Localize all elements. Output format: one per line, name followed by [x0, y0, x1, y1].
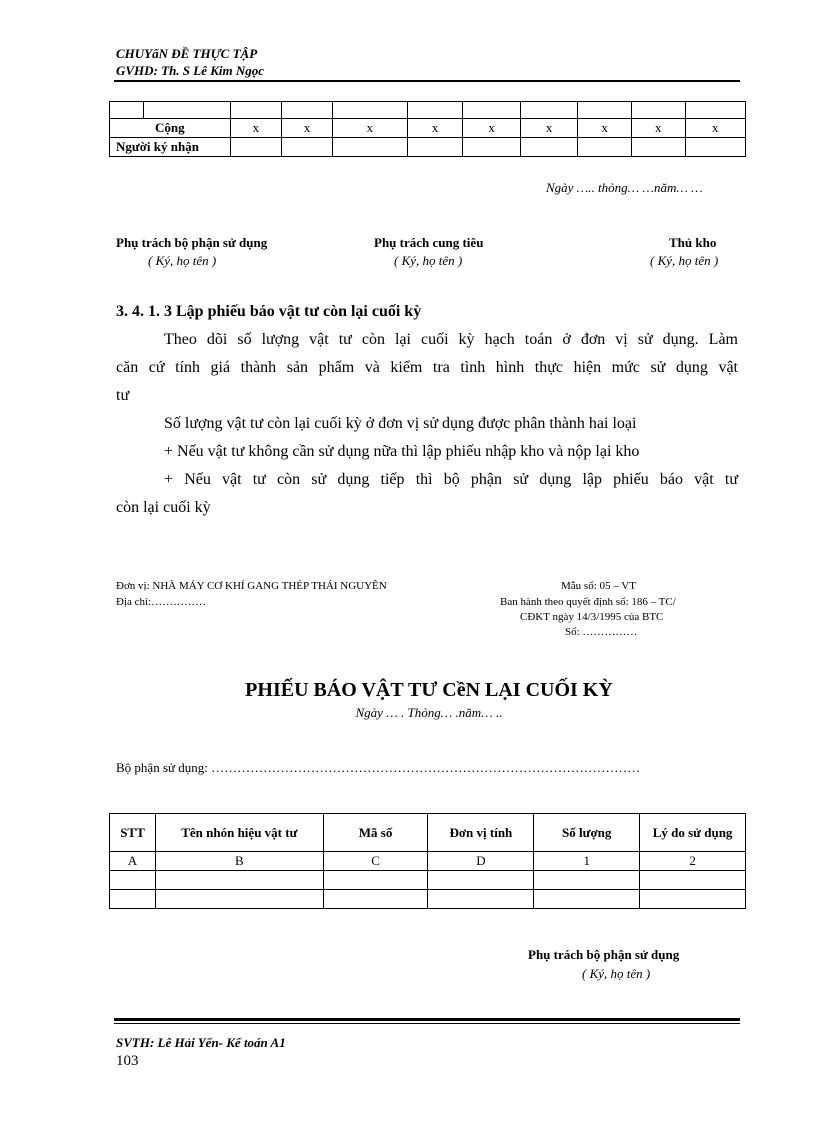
total-mark: x	[685, 119, 745, 138]
column-code: C	[323, 852, 428, 871]
section-heading: 3. 4. 1. 3 Lập phiếu báo vật tư còn lại cuối kỳ	[116, 303, 422, 320]
column-code: 1	[534, 852, 640, 871]
materials-table	[109, 813, 746, 909]
total-mark: x	[332, 119, 407, 138]
table-cell	[144, 102, 230, 119]
signature-title: Phụ trách cung tiêu	[374, 235, 484, 250]
table-cell	[428, 871, 534, 890]
paragraph-line: tư	[116, 387, 130, 404]
table-cell	[110, 102, 144, 119]
table-cell	[520, 102, 577, 119]
table-cell	[520, 138, 577, 157]
table-cell	[534, 871, 640, 890]
table-cell	[534, 890, 640, 909]
column-header: Lý do sử dụng	[640, 814, 746, 852]
signature-title: Thủ kho	[669, 235, 717, 250]
form-title: PHIẾU BÁO VẬT TƯ CềN LẠI CUỐI KỲ	[245, 679, 613, 701]
total-mark: x	[520, 119, 577, 138]
column-code: B	[155, 852, 323, 871]
date-line: Ngày ….. thỏng… …năm… …	[546, 180, 703, 195]
signature-sub: ( Ký, họ tên )	[148, 253, 217, 268]
column-code: D	[428, 852, 534, 871]
table-cell	[407, 138, 463, 157]
column-code: A	[110, 852, 156, 871]
final-signature-sub: ( Ký, họ tên )	[582, 966, 651, 981]
final-signature-title: Phụ trách bộ phận sử dụng	[528, 947, 680, 962]
receiver-row	[110, 138, 746, 157]
total-label: Cộng	[110, 119, 231, 138]
form-date: Ngày … . Thỏng… .năm… ..	[355, 705, 503, 720]
table-cell	[230, 138, 282, 157]
table-cell	[155, 890, 323, 909]
footer-author: SVTH: Lê Hải Yến- Kế toán A1	[116, 1035, 286, 1050]
total-row	[110, 119, 746, 138]
table-cell	[332, 138, 407, 157]
footer-rule-thin	[114, 1023, 740, 1024]
header-advisor: GVHD: Th. S Lê Kim Ngọc	[116, 63, 265, 78]
table-cell	[640, 871, 746, 890]
table-cell	[282, 138, 333, 157]
total-mark: x	[282, 119, 333, 138]
paragraph-line: Theo dõi số lượng vật tư còn lại cuối kỳ hạch toán ở đơn vị sử dụng. Làm	[164, 331, 738, 348]
table-cell	[323, 890, 428, 909]
total-mark: x	[578, 119, 632, 138]
column-header: STT	[110, 814, 156, 852]
column-header: Số lượng	[534, 814, 640, 852]
receiver-label: Người ký nhận	[110, 138, 231, 157]
signature-title: Phụ trách bộ phận sử dụng	[116, 235, 268, 250]
table-cell	[230, 102, 282, 119]
table-cell	[110, 890, 156, 909]
table-row	[110, 890, 746, 909]
column-code: 2	[640, 852, 746, 871]
header-title: CHUYấN ĐỀ THỰC TẬP	[116, 46, 258, 61]
table-cell	[463, 102, 520, 119]
total-mark: x	[463, 119, 520, 138]
form-serial: Số: ……………	[565, 626, 638, 638]
table-cell	[110, 871, 156, 890]
total-mark: x	[407, 119, 463, 138]
table-cell	[282, 102, 333, 119]
table-cell	[463, 138, 520, 157]
paragraph-line: + Nếu vật tư không cần sử dụng nữa thì lập phiếu nhập kho và nộp lại kho	[164, 443, 640, 460]
total-mark: x	[631, 119, 685, 138]
column-header: Mã số	[323, 814, 428, 852]
form-address: Địa chỉ:……………	[116, 596, 207, 608]
form-number-code: Mẫu số: 05 – VT	[561, 580, 636, 592]
table-code-row	[110, 852, 746, 871]
table-cell	[323, 871, 428, 890]
table-cell	[631, 138, 685, 157]
table-cell	[332, 102, 407, 119]
footer-rule-thick	[114, 1018, 740, 1021]
paragraph-line: + Nếu vật tư còn sử dụng tiếp thì bộ phận sử dụng lập phiếu báo vật tư	[164, 471, 738, 488]
paragraph-line: Số lượng vật tư còn lại cuối kỳ ở đơn vị sử dụng được phân thành hai loại	[164, 415, 637, 432]
paragraph-line: căn cứ tính giá thành sản phẩm và kiểm tra tình hình thực hiện mức sử dụng vật	[116, 359, 738, 376]
table-header-row	[110, 814, 746, 852]
paragraph-line: còn lại cuối kỳ	[116, 499, 211, 516]
table-row	[110, 871, 746, 890]
form-decision-date: CĐKT ngày 14/3/1995 của BTC	[520, 611, 664, 623]
table-cell	[428, 890, 534, 909]
table-cell	[578, 102, 632, 119]
column-header: Tên nhón hiệu vật tư	[155, 814, 323, 852]
table-cell	[578, 138, 632, 157]
table-cell	[640, 890, 746, 909]
signature-sub: ( Ký, họ tên )	[650, 253, 719, 268]
table-cell	[407, 102, 463, 119]
form-decision: Ban hành theo quyết định số: 186 – TC/	[500, 596, 676, 608]
signature-sub: ( Ký, họ tên )	[394, 253, 463, 268]
department-field: Bộ phận sử dụng: ………………………………………………………………………………………	[116, 760, 641, 775]
table-cell	[685, 102, 745, 119]
header-rule	[114, 80, 740, 82]
table-row	[110, 102, 746, 119]
form-unit: Đơn vị: NHÀ MÁY CƠ KHÍ GANG THÉP THÁI NGUYÊN	[116, 580, 387, 592]
page-number: 103	[116, 1053, 139, 1069]
column-header: Đơn vị tính	[428, 814, 534, 852]
table-cell	[631, 102, 685, 119]
top-summary-table	[109, 101, 746, 157]
table-cell	[685, 138, 745, 157]
table-cell	[155, 871, 323, 890]
total-mark: x	[230, 119, 282, 138]
